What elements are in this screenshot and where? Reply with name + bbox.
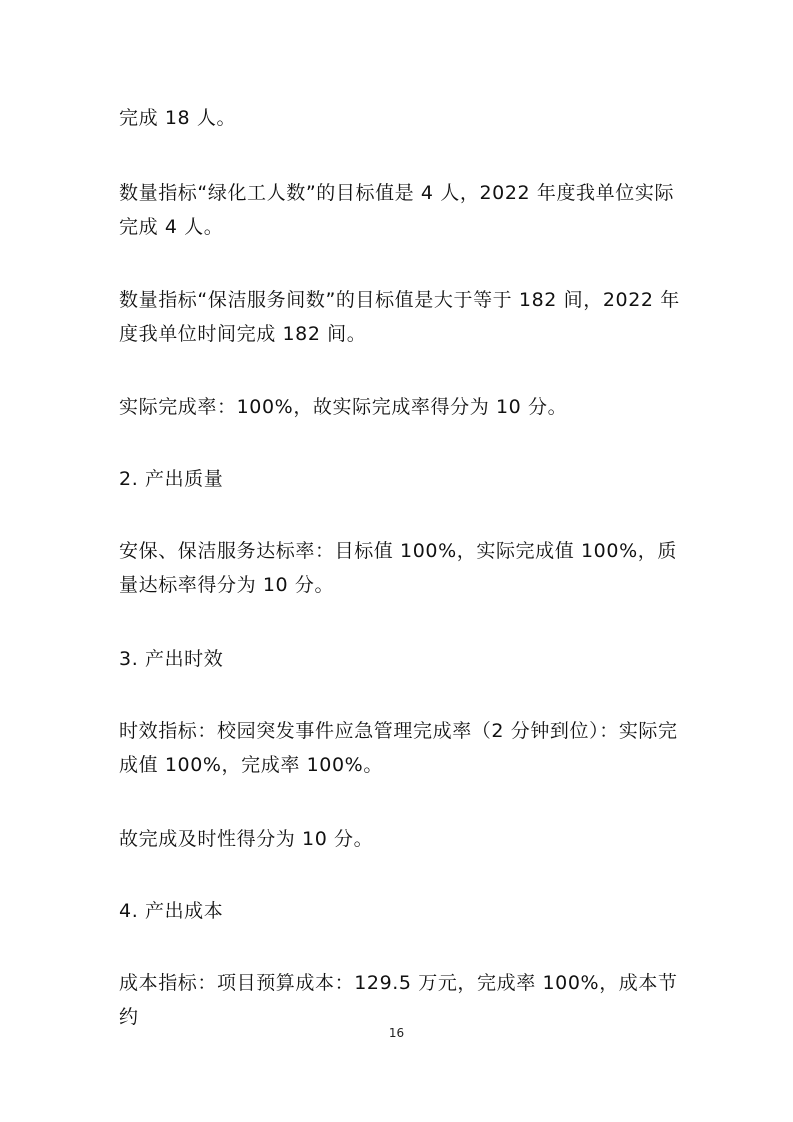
paragraph-cost-indicator: 成本指标：项目预算成本：129.5 万元，完成率 100%，成本节约 <box>119 972 678 1028</box>
section-heading-output-quality: 2. 产出质量 <box>119 468 224 490</box>
paragraph-greening-workers: 数量指标“绿化工人数”的目标值是 4 人，2022 年度我单位实际完成 4 人。 <box>119 182 675 238</box>
section-heading-output-timeliness: 3. 产出时效 <box>119 648 224 670</box>
section-heading-output-cost: 4. 产出成本 <box>119 900 224 922</box>
paragraph-timeliness-indicator: 时效指标：校园突发事件应急管理完成率（2 分钟到位）：实际完成值 100%，完成率 100%。 <box>119 720 678 776</box>
page-number: 16 <box>388 1026 405 1040</box>
paragraph-completion-rate-score: 实际完成率：100%，故实际完成率得分为 10 分。 <box>119 396 568 418</box>
paragraph-completed-18: 完成 18 人。 <box>119 107 237 129</box>
paragraph-timeliness-score: 故完成及时性得分为 10 分。 <box>119 828 374 850</box>
paragraph-quality-rate: 安保、保洁服务达标率：目标值 100%，实际完成值 100%，质量达标率得分为 10 分。 <box>119 540 677 596</box>
paragraph-cleaning-rooms: 数量指标“保洁服务间数”的目标值是大于等于 182 间，2022 年度我单位时间完成 182 间。 <box>119 289 680 345</box>
